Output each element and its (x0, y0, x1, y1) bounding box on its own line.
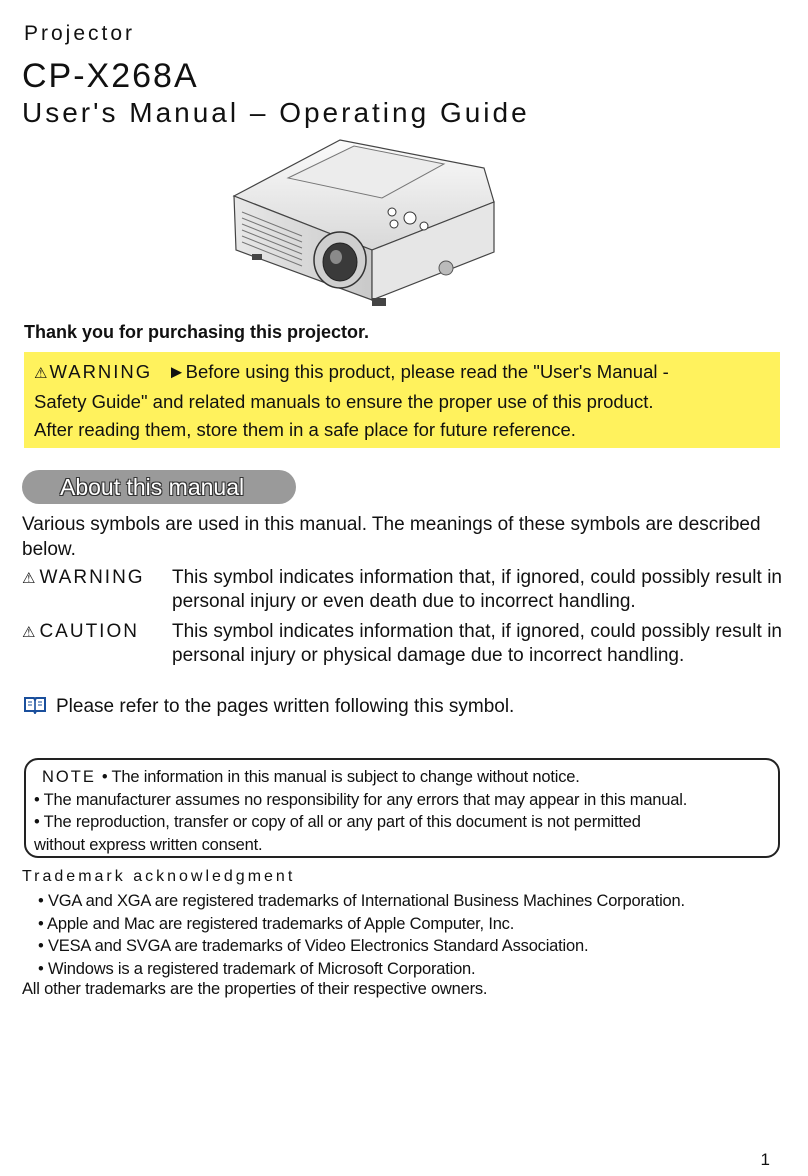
section-heading (22, 470, 296, 504)
symbol-label: CAUTION (39, 621, 139, 642)
symbol-label: WARNING (39, 567, 145, 588)
symbol-description: This symbol indicates information that, if ignored, could possibly result in personal injury or even death due to incorrect handling. (172, 567, 782, 612)
model-number: CP-X268A (22, 57, 199, 95)
symbol-row-warning (22, 566, 782, 614)
note-line-4: without express written consent. (34, 835, 263, 854)
caution-icon: ⚠ (22, 624, 38, 641)
warning-icon: ⚠ (34, 365, 48, 382)
note-box (24, 758, 780, 858)
warning-box (24, 352, 780, 448)
section-title: About this manual (60, 474, 245, 500)
note-line-3: • The reproduction, transfer or copy of all or any part of this document is not permitted (34, 813, 641, 831)
warning-line-1: Before using this product, please read the "User's Manual - (185, 361, 669, 382)
trademark-list (38, 890, 685, 980)
symbol-description: This symbol indicates information that, if ignored, could possibly result in personal injury or physical damage due to incorrect handling. (172, 621, 782, 666)
trademark-item: • VGA and XGA are registered trademarks of International Business Machines Corporation. (38, 892, 685, 910)
book-icon (24, 696, 46, 714)
trademark-footer: All other trademarks are the properties of their respective owners. (22, 980, 488, 998)
warning-line-3: After reading them, store them in a safe place for future reference. (34, 419, 576, 440)
page-number: 1 (760, 1150, 770, 1169)
pointer-icon: ► (167, 361, 186, 382)
note-line-2: • The manufacturer assumes no responsibility for any errors that may appear in this manual. (34, 790, 688, 809)
thank-you-message: Thank you for purchasing this projector. (24, 322, 370, 342)
reference-note (24, 694, 514, 720)
reference-text: Please refer to the pages written following this symbol. (56, 696, 515, 717)
manual-title: User's Manual – Operating Guide (22, 97, 530, 128)
trademark-item: • VESA and SVGA are trademarks of Video Electronics Standard Association. (38, 937, 589, 955)
symbol-row-caution (22, 620, 782, 668)
projector-illustration (222, 132, 512, 314)
section-intro: Various symbols are used in this manual. The meanings of these symbols are described below. (22, 514, 761, 560)
trademark-item: • Windows is a registered trademark of Microsoft Corporation. (38, 959, 476, 978)
note-line-1: • The information in this manual is subject to change without notice. (101, 768, 580, 786)
trademark-item: • Apple and Mac are registered trademarks of Apple Computer, Inc. (38, 914, 515, 933)
trademark-title: Trademark acknowledgment (22, 868, 296, 885)
note-label: NOTE (42, 768, 96, 786)
warning-line-2: Safety Guide" and related manuals to ensure the proper use of this product. (34, 391, 654, 412)
product-category: Projector (24, 22, 136, 45)
warning-label: WARNING (49, 361, 153, 382)
warning-icon: ⚠ (22, 570, 38, 587)
